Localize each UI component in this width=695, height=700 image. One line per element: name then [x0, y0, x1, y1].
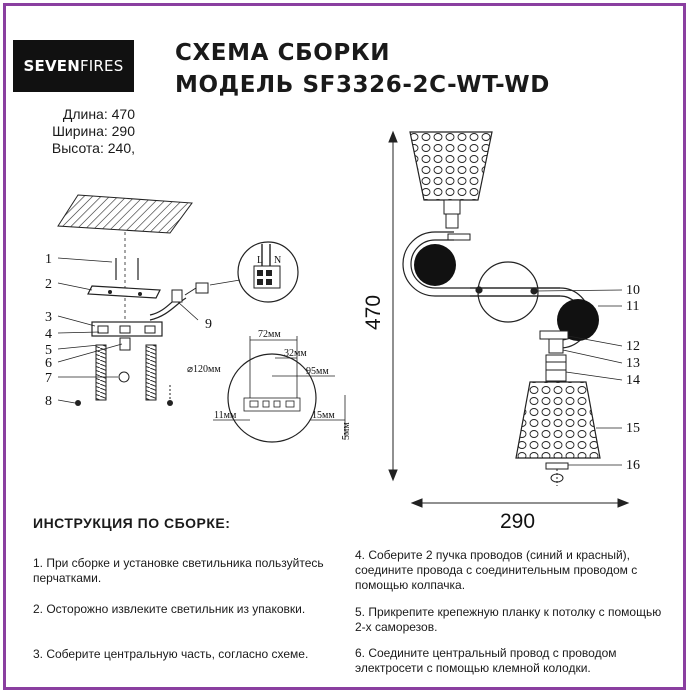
- height-label: 470: [362, 294, 385, 330]
- part-label-6: 6: [45, 356, 52, 371]
- plate-dimension-labels: [187, 329, 352, 440]
- part-label-16: 16: [626, 458, 640, 473]
- measure-11: 11мм: [214, 410, 237, 421]
- part-label-12: 12: [626, 339, 640, 354]
- height-dimension: [389, 132, 397, 480]
- terminal-n: N: [274, 255, 282, 266]
- measure-95: 95мм: [306, 366, 329, 377]
- measure-15: 15мм: [312, 410, 335, 421]
- width-label: 290: [500, 510, 536, 533]
- ceiling-plate: [92, 322, 162, 336]
- instructions-heading: ИНСТРУКЦИЯ ПО СБОРКЕ:: [33, 515, 231, 531]
- part-label-14: 14: [626, 373, 640, 388]
- screws: [75, 385, 173, 406]
- measure-32: 32мм: [284, 348, 307, 359]
- lower-shade: [516, 382, 600, 486]
- part-label-8: 8: [45, 394, 52, 409]
- part-label-15: 15: [626, 421, 640, 436]
- upper-shade: [410, 132, 492, 240]
- part-label-3: 3: [45, 310, 52, 325]
- measure-72: 72мм: [258, 329, 281, 340]
- part-label-7: 7: [45, 371, 52, 386]
- right-part-labels: [626, 283, 640, 473]
- part-label-1: 1: [45, 252, 52, 267]
- ceiling-hatch: [58, 195, 192, 233]
- width-dimension: [412, 499, 628, 507]
- part-label-9: 9: [205, 317, 212, 332]
- dimension-height: Высота: 240,: [51, 140, 135, 156]
- page-title: СХЕМА СБОРКИ: [175, 40, 391, 66]
- part-label-4: 4: [45, 327, 52, 342]
- part-label-10: 10: [626, 283, 640, 298]
- measure-5: 5мм: [341, 422, 352, 440]
- part-label-13: 13: [626, 356, 640, 371]
- instruction-step-3: 3. Соберите центральную часть, согласно схеме.: [33, 647, 309, 661]
- instruction-step-5: 5. Прикрепите крепежную планку к потолку с помощью 2-х саморезов.: [355, 605, 662, 634]
- brand-logo-bold: SEVEN: [23, 57, 80, 75]
- dimension-length: Длина: 470: [62, 106, 135, 122]
- part-label-2: 2: [45, 277, 52, 292]
- measure-diameter: ⌀120мм: [187, 364, 221, 375]
- black-discs: [414, 244, 599, 341]
- instruction-step-1: 1. При сборке и установке светильника пользуйтесь перчатками.: [33, 556, 324, 585]
- part-label-11: 11: [626, 299, 640, 314]
- instruction-step-6: 6. Соедините центральный провод с проводом электросети с помощью клемной колодки.: [355, 646, 617, 675]
- lower-socket: [540, 331, 568, 381]
- terminal-l: L: [257, 255, 264, 266]
- instruction-step-2: 2. Осторожно извлеките светильник из упаковки.: [33, 602, 306, 616]
- mounting-bar: [88, 258, 160, 298]
- terminal-block-detail: [210, 242, 298, 302]
- threaded-rods: [96, 338, 156, 400]
- dimension-width: Ширина: 290: [52, 123, 135, 139]
- brand-logo-rest: FIRES: [79, 57, 124, 75]
- part-label-5: 5: [45, 343, 52, 358]
- plate-dimension-detail: [213, 336, 345, 442]
- model-title: МОДЕЛЬ SF3326-2C-WT-WD: [175, 72, 550, 98]
- instruction-step-4: 4. Соберите 2 пучка проводов (синий и красный), соедините провода с соединительным проводом с помощью колпачка.: [355, 548, 638, 592]
- wire-bundle: [150, 283, 208, 320]
